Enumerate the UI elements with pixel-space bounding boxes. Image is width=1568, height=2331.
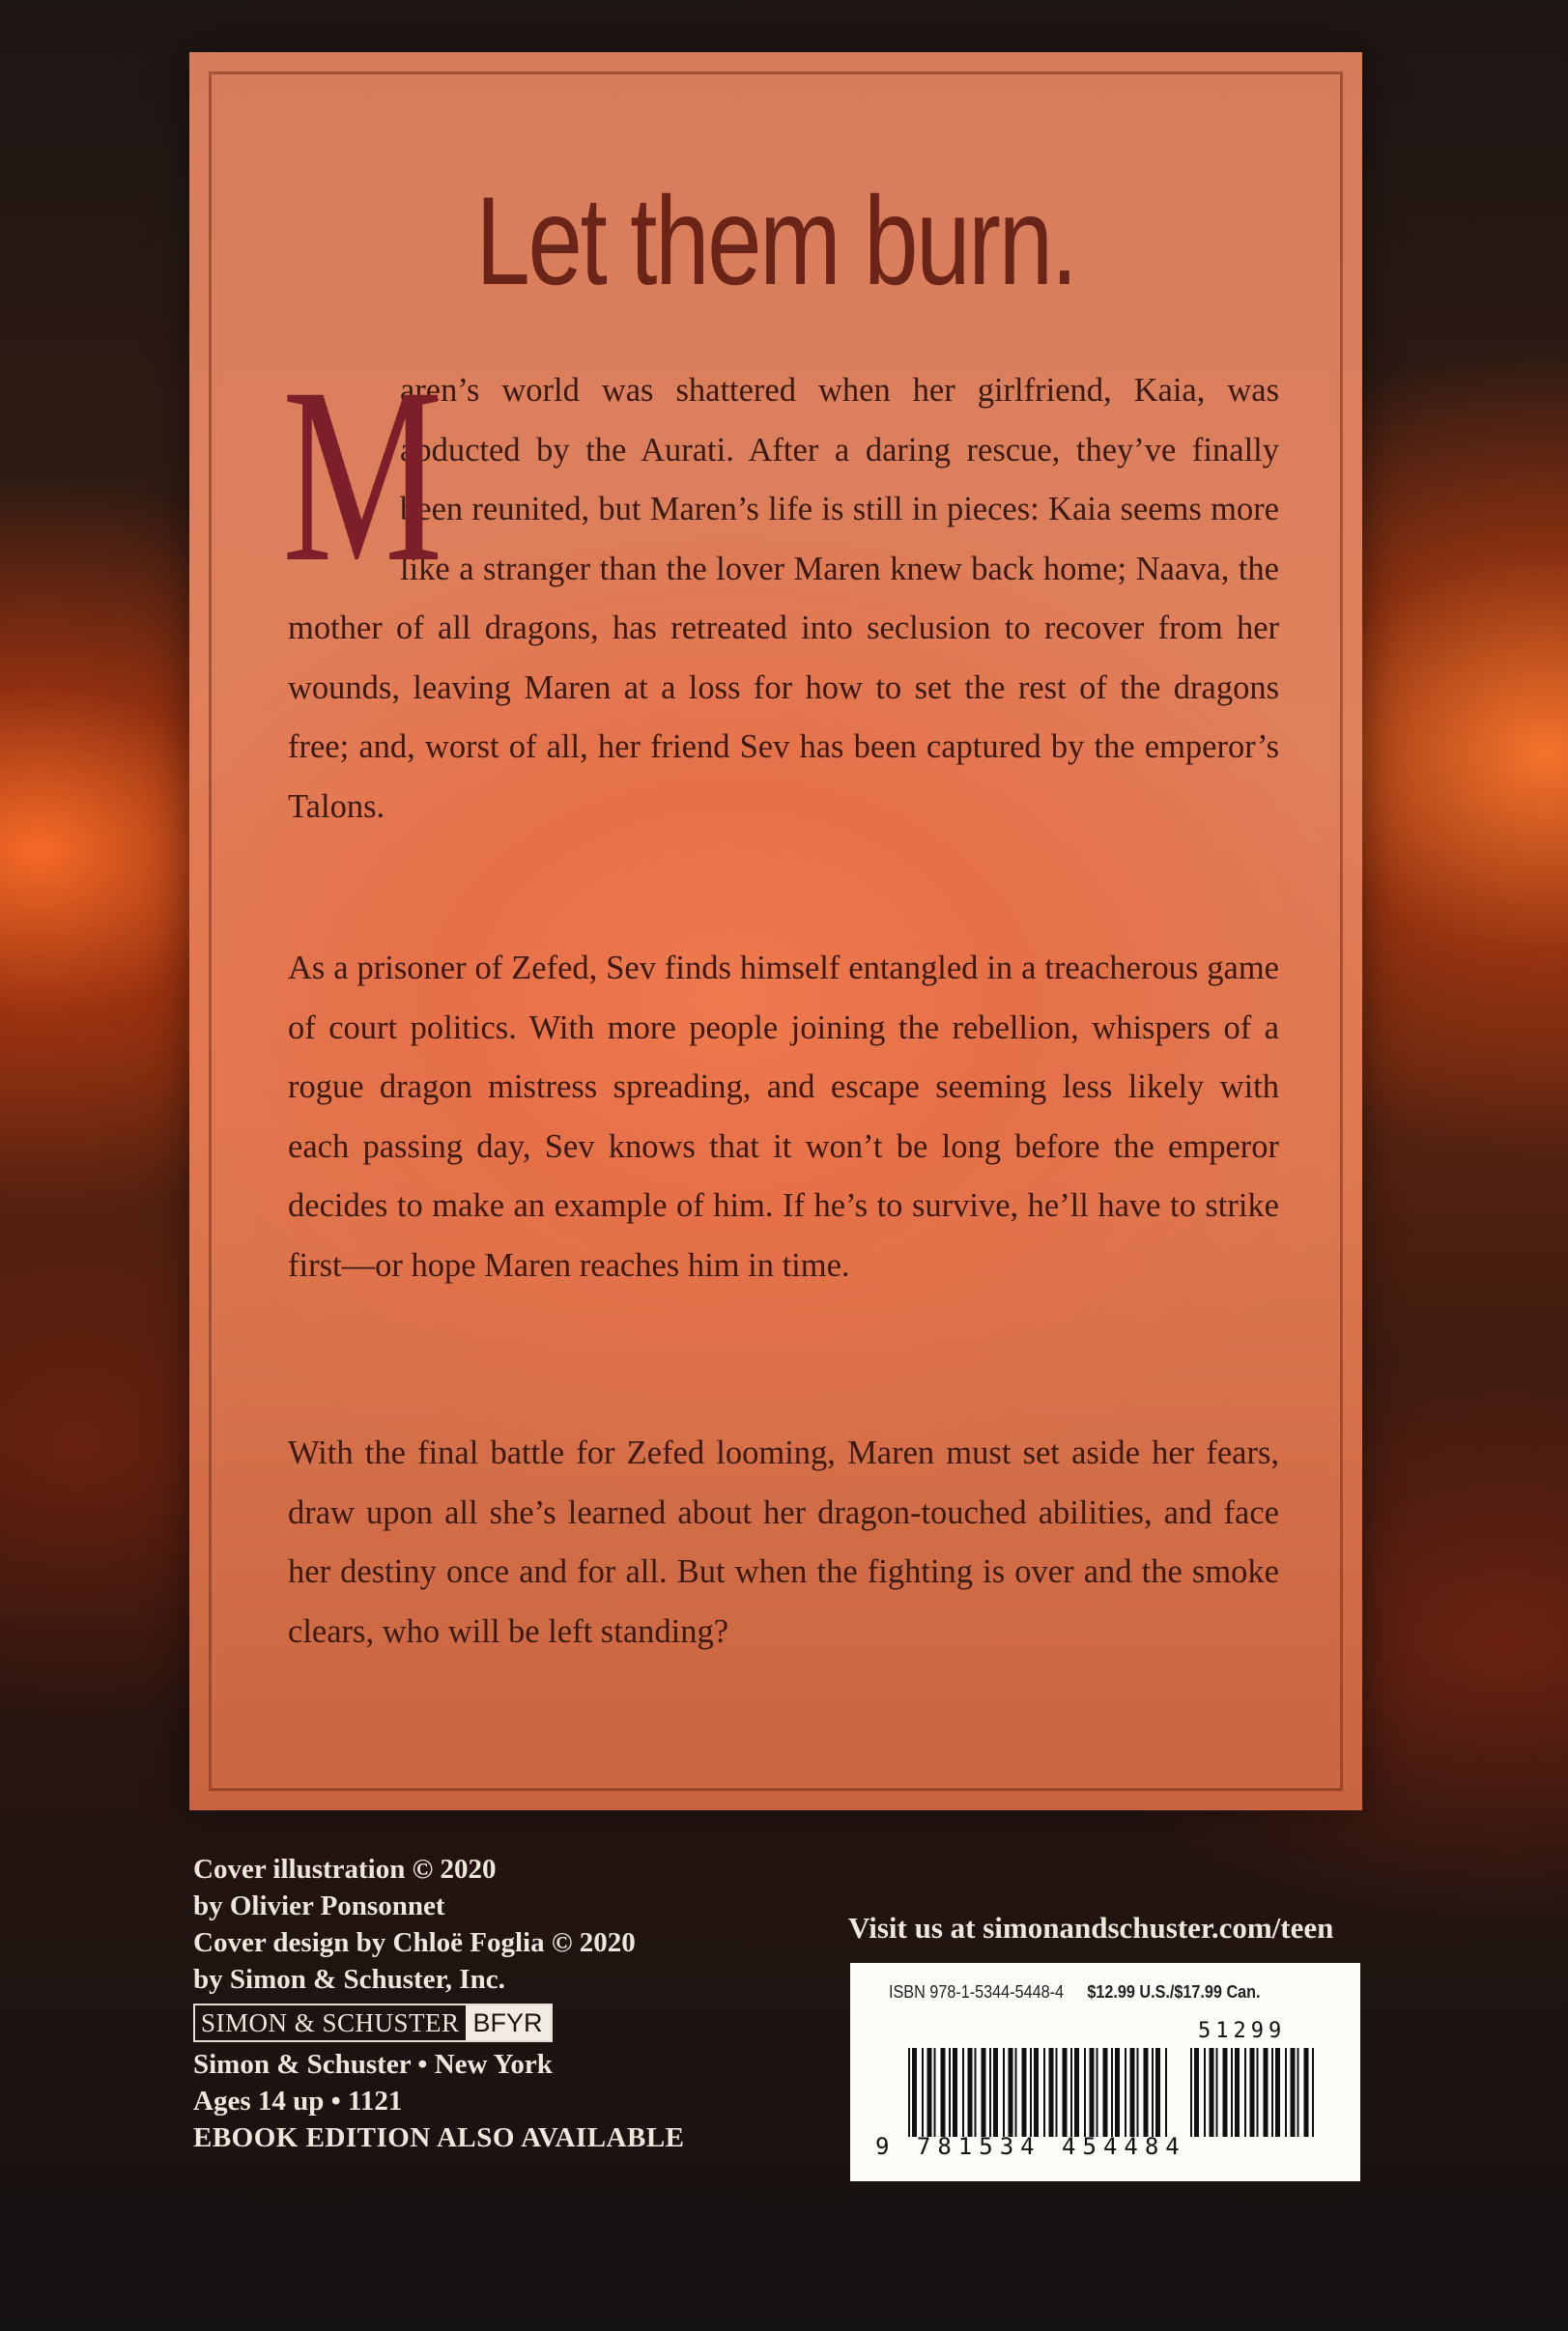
credit-line: Cover design by Chloë Foglia © 2020: [193, 1927, 636, 1958]
isbn-line: [889, 1982, 1261, 2003]
age-range: Ages 14 up • 1121: [193, 2086, 403, 2117]
website-link[interactable]: Visit us at simonandschuster.com/teen: [848, 1911, 1334, 1945]
publisher-place: Simon & Schuster • New York: [193, 2049, 553, 2080]
credit-line: Cover illustration © 2020: [193, 1854, 497, 1885]
price: $12.99 U.S./$17.99 Can.: [1087, 1982, 1261, 2002]
main-digits: 9 781534 454484: [875, 2133, 1186, 2160]
addon-digits: 51299: [1198, 2019, 1287, 2043]
blurb-paragraph-3: With the final battle for Zefed looming, Maren must set aside her fears, draw upon all she’s learned about her dragon-touched abilities, and face her destiny once and for all. But when the fighting is over and the smoke clears, who will be left standing?: [288, 1435, 1279, 1650]
credit-line: by Olivier Ponsonnet: [193, 1890, 445, 1921]
imprint-name: SIMON & SCHUSTER: [201, 2008, 460, 2037]
headline: Let them burn.: [475, 170, 1076, 311]
credits-block: [193, 1851, 685, 2156]
imprint-sub: BFYR: [466, 2005, 551, 2040]
barcode-label: [850, 1963, 1360, 2181]
isbn: ISBN 978-1-5344-5448-4: [889, 1982, 1065, 2002]
blurb-paragraph-2: As a prisoner of Zefed, Sev finds himself entangled in a treacherous game of court politics. With more people joining the rebellion, whispers of a rogue dragon mistress spreading, and escape seeming less likely with each passing day, Sev knows that it won’t be long before the emperor decides to make an example of him. If he’s to survive, he’ll have to strike first—or hope Maren reaches him in time.: [288, 950, 1279, 1284]
imprint-logo: [193, 2004, 553, 2042]
drop-cap: M: [282, 336, 443, 614]
blurb-paragraph-1-text: aren’s world was shattered when her girlfriend, Kaia, was abducted by the Aurati. After a daring rescue, they’ve finally been reunited, but Maren’s life is still in pieces: Kaia seems more like a stranger than the lover Maren knew back home; Naava, the mother of all dragons, has retreated into seclusion to recover from her wounds, leaving Maren at a loss for how to set the rest of the dragons free; and, worst of all, her friend Sev has been captured by the emperor’s Talons.: [288, 372, 1279, 825]
barcode-addon-icon: [1190, 2048, 1314, 2141]
ebook-notice: EBOOK EDITION ALSO AVAILABLE: [193, 2122, 685, 2153]
credit-line: by Simon & Schuster, Inc.: [193, 1964, 505, 1995]
blurb-paragraph-1: [282, 336, 1279, 837]
cover-panel: [189, 52, 1362, 1810]
barcode-main-icon: [908, 2048, 1169, 2141]
